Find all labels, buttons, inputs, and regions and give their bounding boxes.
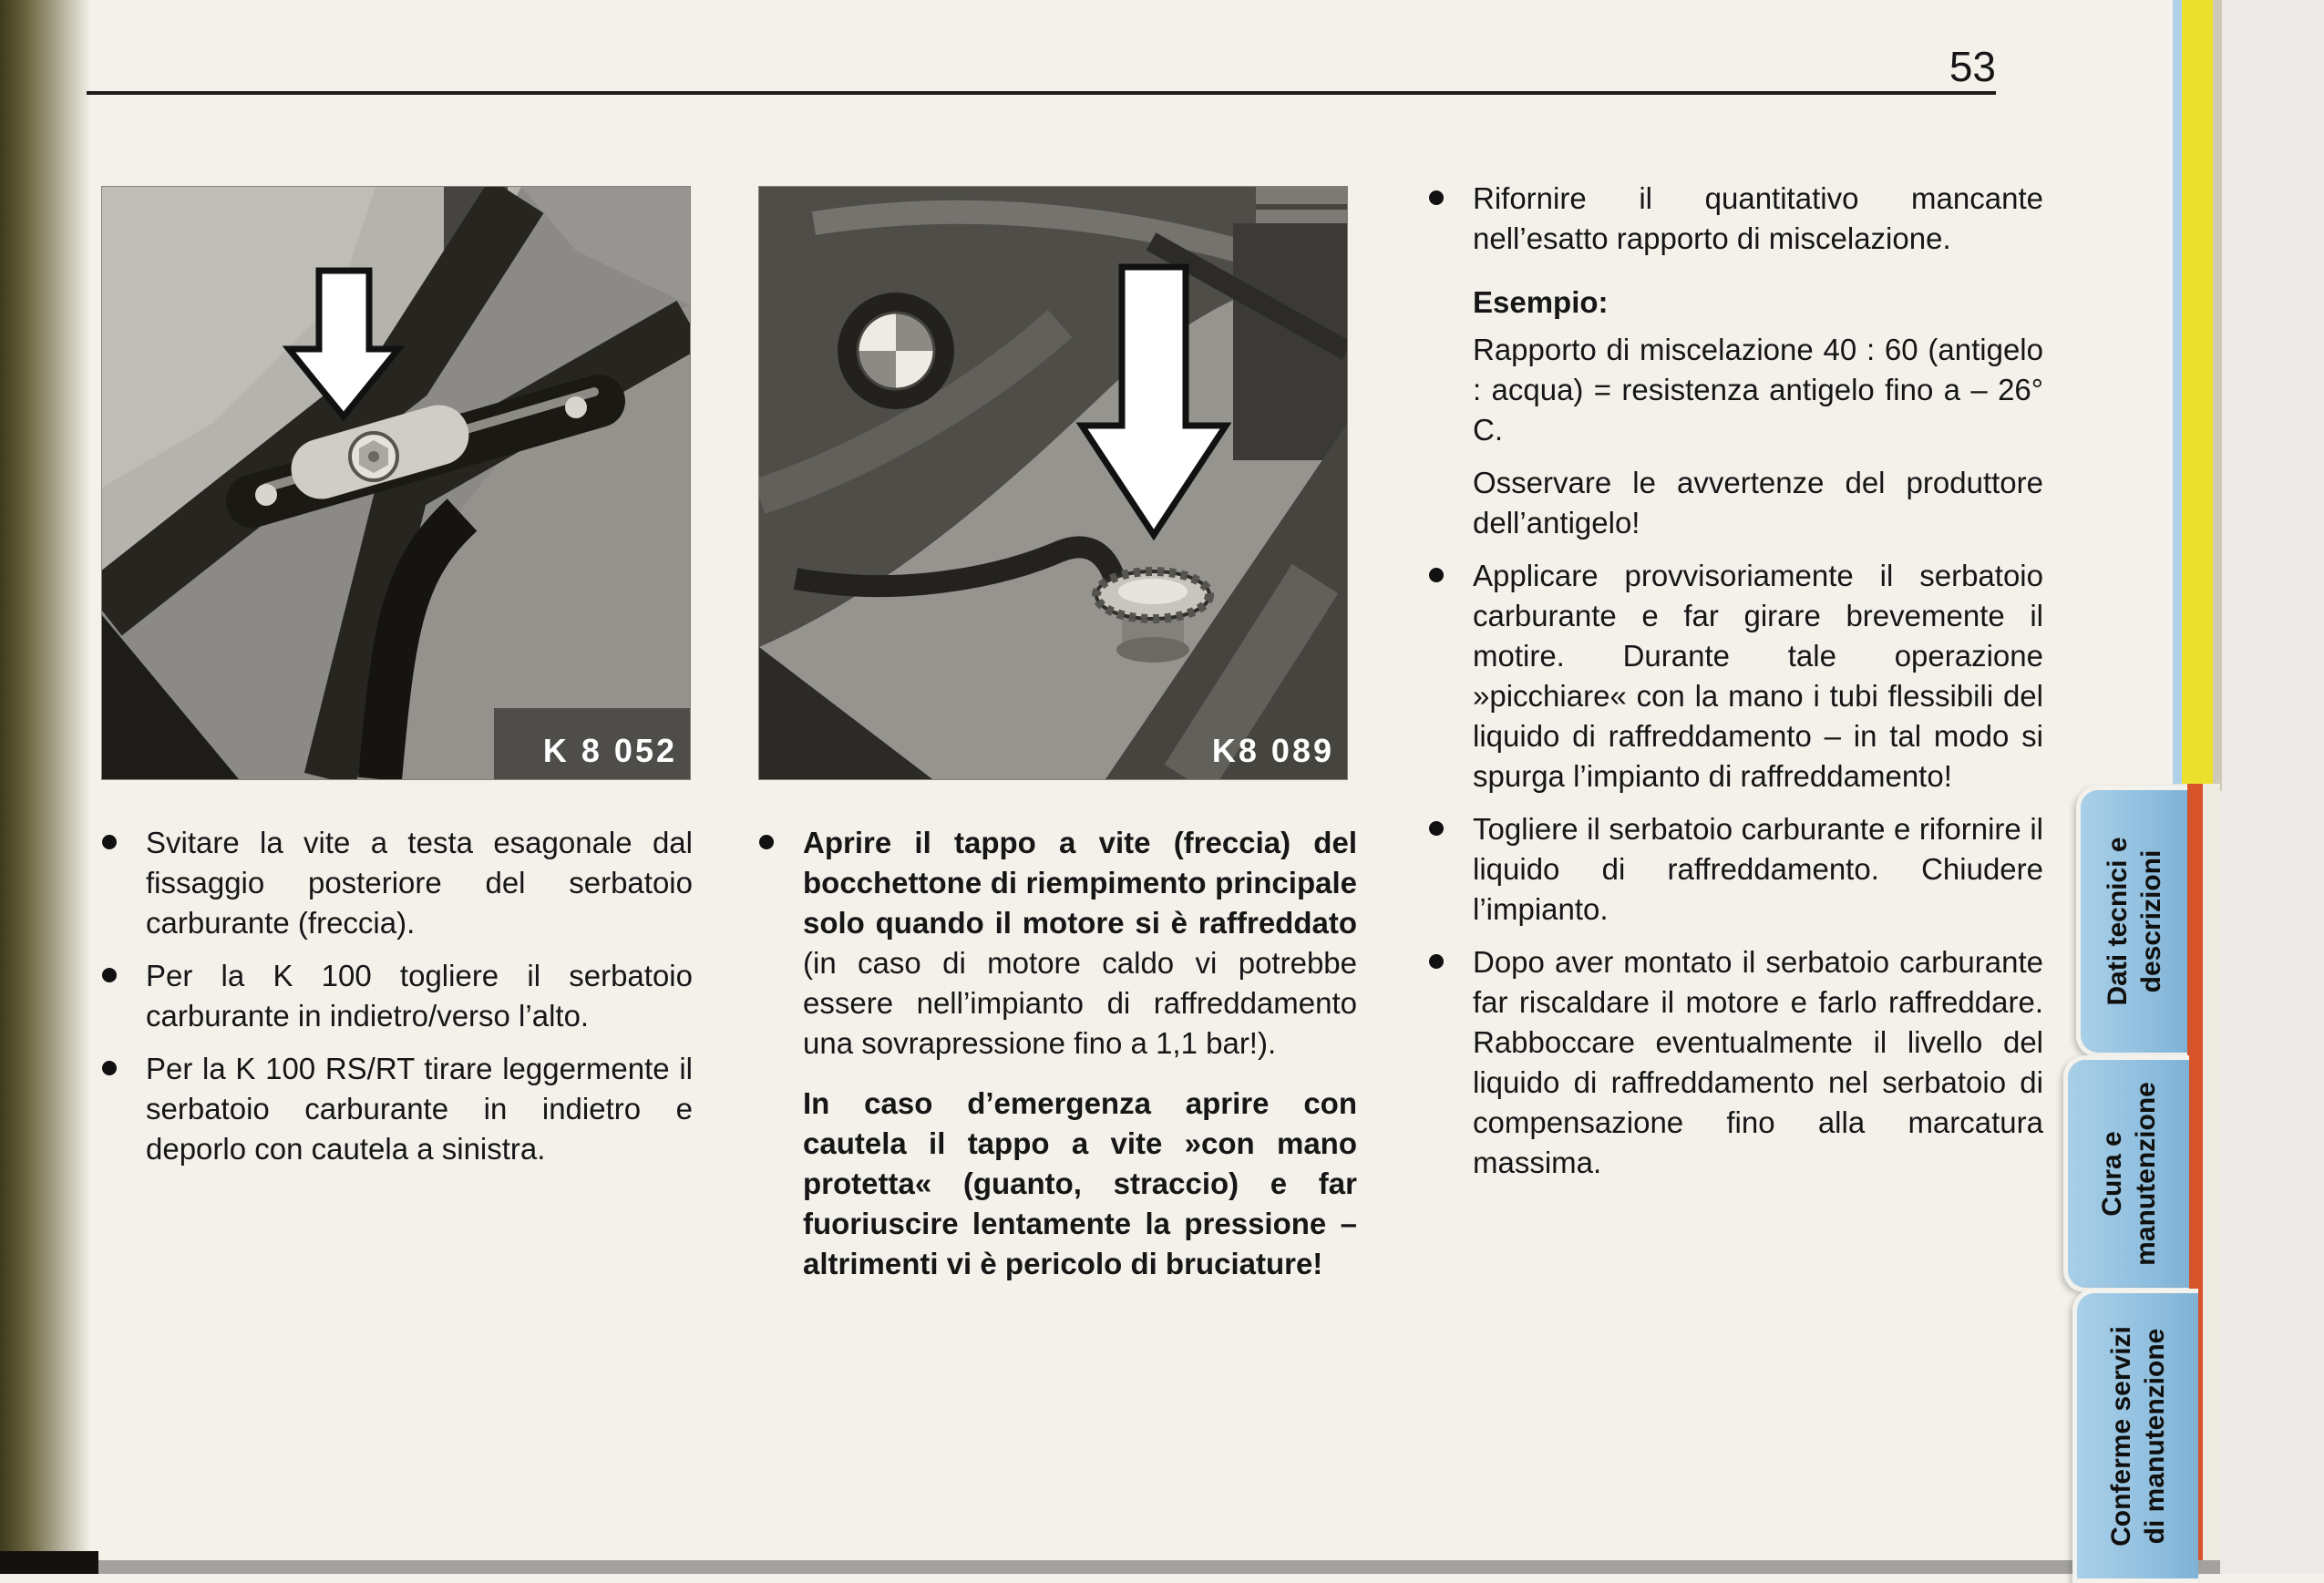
column-right [1429, 179, 2043, 1196]
column-middle [759, 823, 1357, 1284]
list-item-text: Togliere il serbatoio carburante e rifornire il liquido di raffreddamento. Chiudere l’impianto. [1473, 812, 2043, 926]
fuel-tank-fixing-illustration [102, 187, 690, 779]
bullet-icon [759, 835, 774, 849]
example-heading: Esempio: [1473, 285, 1609, 319]
tab-label [2104, 1326, 2172, 1547]
list-item-text: Per la K 100 RS/RT tirare leggermente il serbatoio carburante in indietro e deporlo con cautela a sinistra. [146, 1052, 693, 1166]
emergency-warning-text: In caso d’emergenza aprire con cautela il tappo a vite »con mano protetta« (guanto, straccio) e far fuoriuscire lentamente la pressione – altrimenti vi è pericolo di bruciature! [803, 1086, 1357, 1280]
list-item [102, 823, 693, 943]
bullet-icon [1429, 954, 1444, 969]
tab-label [2101, 837, 2168, 1005]
bullet-icon [102, 1061, 117, 1075]
tab-label-line2: descrizioni [2135, 849, 2166, 993]
list-item-text: Per la K 100 togliere il serbatoio carburante in indietro/verso l’alto. [146, 959, 693, 1033]
bullet-icon [102, 968, 117, 982]
column-left [102, 823, 693, 1182]
bullet-icon [102, 835, 117, 849]
page-bottom-corner [0, 1551, 98, 1574]
list-item [1429, 809, 2043, 930]
bullet-icon [1429, 190, 1444, 205]
bullet-icon [1429, 821, 1444, 836]
scan-background [2220, 0, 2324, 1574]
page-bottom-edge [0, 1560, 2220, 1574]
regular-text: (in caso di motore caldo vi potrebbe essere nell’impianto di raffreddamento una sovrapressione fino a 1,1 bar!). [803, 946, 1357, 1060]
header-rule [87, 91, 1996, 95]
page-edge-beige-strip [2213, 0, 2222, 791]
tab-dati-tecnici-e-descrizioni[interactable] [2076, 786, 2187, 1057]
list-item [1429, 556, 2043, 797]
tab-label-line2: manutenzione [2130, 1082, 2161, 1266]
tab-cura-e-manutenzione[interactable] [2063, 1055, 2189, 1292]
list-item-text: Applicare provvisoriamente il serbatoio carburante e far girare brevemente il motire. Durante tale operazione »picchiare« con la mano i tubi flessibili del liquido di raffreddamento – in tal modo si spurga l’impianto di raffreddamento! [1473, 559, 2043, 793]
page-number: 53 [1949, 43, 1996, 90]
tab-label [2095, 1082, 2163, 1266]
emphasis-text: Aprire il tappo a vite (freccia) del bocchettone di riempimento principale solo quando il motore si è raffreddato [803, 826, 1357, 940]
tab-conferme-servizi-di-manutenzione[interactable] [2072, 1289, 2198, 1583]
bmw-roundel-icon [838, 293, 954, 409]
list-item [102, 956, 693, 1036]
list-item [759, 823, 1357, 1064]
photo-caption: K8 089 [1211, 732, 1334, 769]
photo-caption: K 8 052 [542, 732, 677, 769]
example-text: Rapporto di miscelazione 40 : 60 (antigelo : acqua) = resistenza antigelo fino a – 26° C. [1473, 333, 2043, 447]
tab-label-line1: Cura e [2096, 1131, 2127, 1217]
list-item [1429, 942, 2043, 1183]
note-text: Osservare le avvertenze del produttore dell’antigelo! [1473, 466, 2043, 540]
tab-label-line2: di manutenzione [2139, 1328, 2170, 1544]
list-item-text [803, 823, 1357, 1064]
bullet-icon [1429, 568, 1444, 582]
list-item [1429, 179, 2043, 259]
photo-fuel-tank-fixing [102, 187, 690, 779]
list-item-text: Dopo aver montato il serbatoio carburante far riscaldare il motore e farlo raffreddare. Rabboccare eventualmente il livello del liquido di raffreddamento nel serbatoio di compensazione fino alla marcatura massima. [1473, 945, 2043, 1179]
list-item [102, 1049, 693, 1169]
tab-label-line1: Dati tecnici e [2102, 837, 2133, 1006]
list-item-text: Rifornire il quantitativo mancante nell’esatto rapporto di miscelazione. [1473, 181, 2043, 255]
photo-coolant-filler-cap [759, 187, 1347, 779]
list-item-text: Svitare la vite a testa esagonale dal fissaggio posteriore del serbatoio carburante (freccia). [146, 826, 693, 940]
page-edge-yellow-strip [2182, 0, 2213, 791]
page-edge-blue-strip [2173, 0, 2182, 791]
coolant-filler-cap-illustration [759, 187, 1347, 779]
tab-label-line1: Conferme servizi [2105, 1325, 2136, 1547]
binding-shadow [0, 0, 91, 1574]
